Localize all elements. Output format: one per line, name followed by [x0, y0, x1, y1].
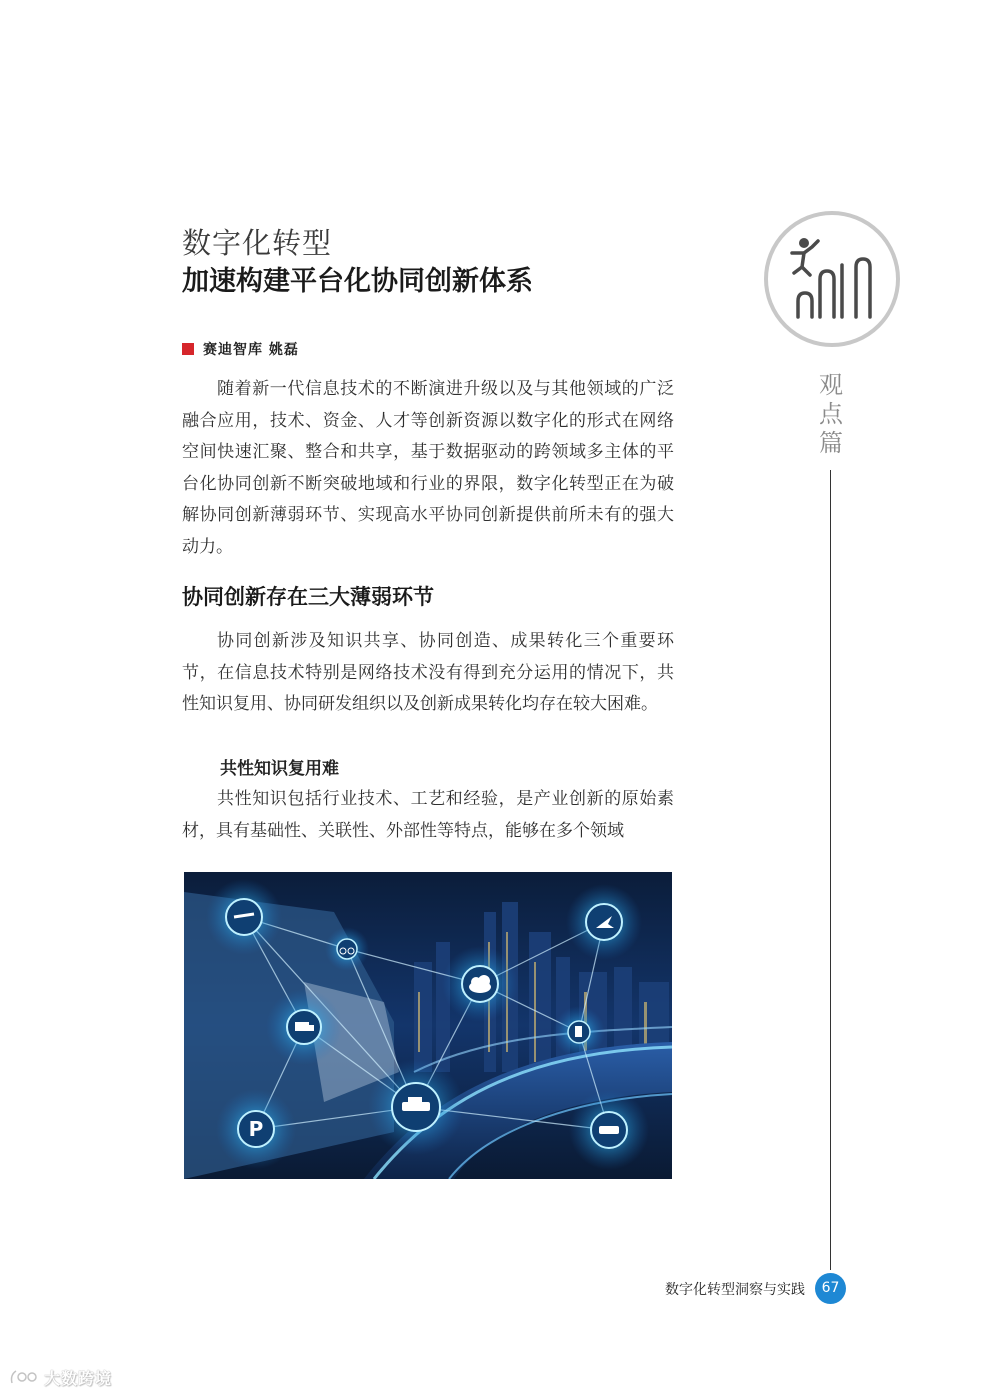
article-title-sub: 加速构建平台化协同创新体系	[182, 266, 533, 297]
smart-city-photo	[184, 872, 672, 1179]
column-label-char: 观	[819, 371, 843, 399]
section-paragraph: 协同创新涉及知识共享、协同创造、成果转化三个重要环节，在信息技术特别是网络技术没有得到充分运用的情况下，共性知识复用、协同研发组织以及创新成果转化均存在较大困难。	[182, 631, 674, 714]
svg-text:P: P	[248, 1117, 264, 1141]
watermark-text: 大数跨境	[44, 1368, 113, 1388]
section-heading: 协同创新存在三大薄弱环节	[182, 584, 434, 609]
page-number-badge: 67	[815, 1273, 846, 1304]
intro-paragraph: 随着新一代信息技术的不断演进升级以及与其他领域的广泛融合应用，技术、资金、人才等创新资源以数字化的形式在网络空间快速汇聚、整合和共享，基于数据驱动的跨领域多主体的平台化协同创新不断突破地域和行业的界限，数字化转型正在为破解协同创新薄弱环节、实现高水平协同创新提供前所未有的强大动力。	[182, 379, 674, 557]
watermark-logo-icon	[8, 1367, 42, 1387]
byline-red-square	[182, 343, 194, 355]
sub-heading: 共性知识复用难	[220, 759, 339, 779]
article-title-main: 数字化转型	[182, 226, 333, 260]
person-on-bars-icon	[762, 209, 902, 349]
sub-paragraph: 共性知识包括行业技术、工艺和经验，是产业创新的原始素材，具有基础性、关联性、外部性等特点，能够在多个领域	[182, 789, 674, 841]
column-label-char: 点	[819, 400, 843, 428]
byline	[182, 340, 299, 358]
column-label-char: 篇	[819, 429, 843, 457]
column-label	[817, 371, 845, 458]
watermark	[8, 1366, 112, 1388]
side-rule	[830, 470, 831, 1270]
byline-text: 赛迪智库 姚磊	[203, 342, 299, 358]
footer-publication-title: 数字化转型洞察与实践	[665, 1282, 805, 1298]
